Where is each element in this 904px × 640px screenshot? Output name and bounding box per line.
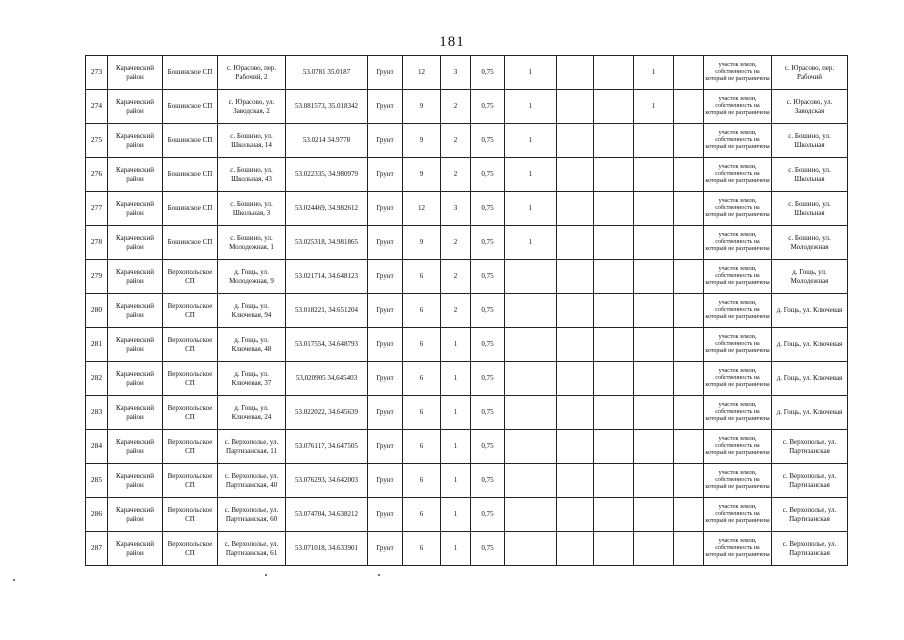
empty-cell — [674, 192, 704, 226]
empty-cell — [674, 328, 704, 362]
empty-cell — [557, 396, 594, 430]
table-row — [86, 124, 848, 158]
count-cell — [634, 430, 674, 464]
area-cell: 6 — [403, 464, 441, 498]
empty-cell — [674, 226, 704, 260]
container-volume-cell: 0,75 — [471, 362, 505, 396]
empty-cell — [557, 430, 594, 464]
scan-dot — [378, 574, 380, 576]
table-row — [86, 464, 848, 498]
container-volume-cell: 0,75 — [471, 396, 505, 430]
container-volume-cell: 0,75 — [471, 158, 505, 192]
row-number: 287 — [86, 532, 108, 566]
surface-cell: Грунт — [368, 158, 403, 192]
address-cell: д. Гощь, ул. Ключевая, 48 — [218, 328, 286, 362]
count-cell — [505, 430, 557, 464]
settlement-cell: Верхопольское СП — [163, 430, 218, 464]
container-volume-cell: 0,75 — [471, 56, 505, 90]
table-row — [86, 158, 848, 192]
surface-cell: Грунт — [368, 260, 403, 294]
empty-cell — [674, 532, 704, 566]
containers-count-cell: 2 — [441, 158, 471, 192]
containers-count-cell: 1 — [441, 396, 471, 430]
empty-cell — [674, 56, 704, 90]
coordinates-cell: 53.076117, 34.647505 — [286, 430, 368, 464]
area-cell: 6 — [403, 294, 441, 328]
empty-cell — [557, 328, 594, 362]
area-cell: 6 — [403, 532, 441, 566]
container-volume-cell: 0,75 — [471, 464, 505, 498]
surface-cell: Грунт — [368, 124, 403, 158]
surface-cell: Грунт — [368, 226, 403, 260]
owner-cell: участок земли, собственность на который не разграничена — [704, 532, 772, 566]
container-volume-cell: 0,75 — [471, 430, 505, 464]
surface-cell: Грунт — [368, 90, 403, 124]
containers-count-cell: 1 — [441, 532, 471, 566]
district-cell: Карачевский район — [108, 498, 163, 532]
district-cell: Карачевский район — [108, 464, 163, 498]
container-volume-cell: 0,75 — [471, 498, 505, 532]
containers-count-cell: 2 — [441, 124, 471, 158]
empty-cell — [557, 294, 594, 328]
row-number: 286 — [86, 498, 108, 532]
served-area-cell: с. Верхополье, ул. Партизанская — [772, 532, 848, 566]
count-cell — [634, 192, 674, 226]
coordinates-cell: 53.081573, 35.018342 — [286, 90, 368, 124]
settlement-cell: Бошинское СП — [163, 90, 218, 124]
count-cell — [634, 328, 674, 362]
empty-cell — [557, 192, 594, 226]
table-body — [86, 56, 848, 566]
coordinates-cell: 53.0781 35.0187 — [286, 56, 368, 90]
count-cell — [634, 396, 674, 430]
count-cell: 1 — [505, 226, 557, 260]
surface-cell: Грунт — [368, 362, 403, 396]
coordinates-cell: 53.022022, 34.645639 — [286, 396, 368, 430]
empty-cell — [557, 498, 594, 532]
empty-cell — [594, 192, 634, 226]
count-cell — [634, 532, 674, 566]
address-cell: д. Гощь, ул. Молодежная, 9 — [218, 260, 286, 294]
owner-cell: участок земли, собственность на который не разграничена — [704, 260, 772, 294]
containers-count-cell: 2 — [441, 294, 471, 328]
table-row — [86, 90, 848, 124]
served-area-cell: с. Бошино, ул. Школьная — [772, 124, 848, 158]
owner-cell: участок земли, собственность на который не разграничена — [704, 498, 772, 532]
count-cell — [634, 158, 674, 192]
row-number: 284 — [86, 430, 108, 464]
table-row — [86, 430, 848, 464]
district-cell: Карачевский район — [108, 124, 163, 158]
served-area-cell: д. Гощь, ул. Ключевая — [772, 362, 848, 396]
empty-cell — [594, 226, 634, 260]
owner-cell: участок земли, собственность на который не разграничена — [704, 464, 772, 498]
table-row — [86, 396, 848, 430]
address-cell: с. Верхополье, ул. Партизанская, 11 — [218, 430, 286, 464]
row-number: 283 — [86, 396, 108, 430]
area-cell: 6 — [403, 362, 441, 396]
coordinates-cell: 53.024469, 34.982612 — [286, 192, 368, 226]
owner-cell: участок земли, собственность на который не разграничена — [704, 396, 772, 430]
empty-cell — [594, 532, 634, 566]
address-cell: с. Верхополье, ул. Партизанская, 40 — [218, 464, 286, 498]
area-cell: 12 — [403, 192, 441, 226]
surface-cell: Грунт — [368, 430, 403, 464]
count-cell: 1 — [505, 124, 557, 158]
coordinates-cell: 53.076293, 34.642003 — [286, 464, 368, 498]
settlement-cell: Бошинское СП — [163, 192, 218, 226]
address-cell: с. Верхополье, ул. Партизанская, 60 — [218, 498, 286, 532]
coordinates-cell: 53.021714, 34.648123 — [286, 260, 368, 294]
served-area-cell: д. Гощь, ул. Ключевая — [772, 294, 848, 328]
row-number: 281 — [86, 328, 108, 362]
owner-cell: участок земли, собственность на который не разграничена — [704, 158, 772, 192]
empty-cell — [557, 90, 594, 124]
count-cell — [505, 294, 557, 328]
row-number: 274 — [86, 90, 108, 124]
district-cell: Карачевский район — [108, 56, 163, 90]
empty-cell — [594, 158, 634, 192]
coordinates-cell: 53.018221, 34.651204 — [286, 294, 368, 328]
table-row — [86, 226, 848, 260]
owner-cell: участок земли, собственность на который не разграничена — [704, 430, 772, 464]
settlement-cell: Бошинское СП — [163, 158, 218, 192]
page-number: 181 — [439, 34, 465, 50]
count-cell: 1 — [505, 192, 557, 226]
district-cell: Карачевский район — [108, 192, 163, 226]
owner-cell: участок земли, собственность на который не разграничена — [704, 192, 772, 226]
owner-cell: участок земли, собственность на который не разграничена — [704, 90, 772, 124]
owner-cell: участок земли, собственность на который не разграничена — [704, 226, 772, 260]
surface-cell: Грунт — [368, 192, 403, 226]
address-cell: с. Бошино, ул. Молодежная, 1 — [218, 226, 286, 260]
coordinates-cell: 53.025318, 34.981865 — [286, 226, 368, 260]
empty-cell — [557, 124, 594, 158]
scan-dot — [265, 574, 267, 576]
count-cell: 1 — [634, 56, 674, 90]
settlement-cell: Верхопольское СП — [163, 396, 218, 430]
settlement-cell: Бошинское СП — [163, 226, 218, 260]
settlement-cell: Верхопольское СП — [163, 362, 218, 396]
empty-cell — [594, 396, 634, 430]
empty-cell — [594, 294, 634, 328]
settlement-cell: Верхопольское СП — [163, 464, 218, 498]
empty-cell — [594, 56, 634, 90]
containers-count-cell: 3 — [441, 192, 471, 226]
table-row — [86, 362, 848, 396]
row-number: 277 — [86, 192, 108, 226]
count-cell: 1 — [505, 56, 557, 90]
served-area-cell: д. Гощь, ул. Молодежная — [772, 260, 848, 294]
coordinates-cell: 53.0214 34.9778 — [286, 124, 368, 158]
district-cell: Карачевский район — [108, 396, 163, 430]
containers-count-cell: 2 — [441, 226, 471, 260]
settlement-cell: Верхопольское СП — [163, 260, 218, 294]
address-cell: с. Бошино, ул. Школьная, 14 — [218, 124, 286, 158]
table-row — [86, 192, 848, 226]
row-number: 276 — [86, 158, 108, 192]
row-number: 275 — [86, 124, 108, 158]
district-cell: Карачевский район — [108, 226, 163, 260]
served-area-cell: с. Юрасово, ул. Заводская — [772, 90, 848, 124]
area-cell: 6 — [403, 430, 441, 464]
surface-cell: Грунт — [368, 464, 403, 498]
served-area-cell: с. Бошино, ул. Молодежная — [772, 226, 848, 260]
count-cell: 1 — [505, 158, 557, 192]
count-cell — [634, 294, 674, 328]
count-cell — [505, 464, 557, 498]
empty-cell — [557, 226, 594, 260]
empty-cell — [594, 328, 634, 362]
area-cell: 6 — [403, 328, 441, 362]
served-area-cell: с. Верхополье, ул. Партизанская — [772, 464, 848, 498]
served-area-cell: с. Юрасово, пер. Рабочий — [772, 56, 848, 90]
empty-cell — [674, 294, 704, 328]
empty-cell — [557, 56, 594, 90]
empty-cell — [594, 362, 634, 396]
containers-count-cell: 1 — [441, 328, 471, 362]
empty-cell — [594, 260, 634, 294]
area-cell: 9 — [403, 158, 441, 192]
count-cell — [505, 362, 557, 396]
surface-cell: Грунт — [368, 532, 403, 566]
owner-cell: участок земли, собственность на который не разграничена — [704, 294, 772, 328]
empty-cell — [557, 158, 594, 192]
empty-cell — [557, 260, 594, 294]
row-number: 282 — [86, 362, 108, 396]
empty-cell — [674, 260, 704, 294]
empty-cell — [557, 362, 594, 396]
empty-cell — [674, 124, 704, 158]
settlement-cell: Верхопольское СП — [163, 532, 218, 566]
surface-cell: Грунт — [368, 328, 403, 362]
containers-count-cell: 2 — [441, 260, 471, 294]
empty-cell — [557, 532, 594, 566]
district-cell: Карачевский район — [108, 294, 163, 328]
area-cell: 6 — [403, 260, 441, 294]
area-cell: 9 — [403, 124, 441, 158]
container-volume-cell: 0,75 — [471, 532, 505, 566]
empty-cell — [674, 158, 704, 192]
district-cell: Карачевский район — [108, 430, 163, 464]
settlement-cell: Бошинское СП — [163, 56, 218, 90]
count-cell — [634, 124, 674, 158]
table-row — [86, 498, 848, 532]
surface-cell: Грунт — [368, 396, 403, 430]
row-number: 280 — [86, 294, 108, 328]
district-cell: Карачевский район — [108, 158, 163, 192]
count-cell: 1 — [634, 90, 674, 124]
container-volume-cell: 0,75 — [471, 226, 505, 260]
served-area-cell: д. Гощь, ул. Ключевая — [772, 396, 848, 430]
served-area-cell: с. Верхополье, ул. Партизанская — [772, 430, 848, 464]
scan-dot — [13, 579, 15, 581]
district-cell: Карачевский район — [108, 362, 163, 396]
served-area-cell: с. Бошино, ул. Школьная — [772, 192, 848, 226]
empty-cell — [674, 464, 704, 498]
row-number: 273 — [86, 56, 108, 90]
area-cell: 6 — [403, 396, 441, 430]
containers-count-cell: 2 — [441, 90, 471, 124]
empty-cell — [674, 396, 704, 430]
table-row — [86, 328, 848, 362]
empty-cell — [557, 464, 594, 498]
container-volume-cell: 0,75 — [471, 90, 505, 124]
settlement-cell: Бошинское СП — [163, 124, 218, 158]
served-area-cell: с. Бошино, ул. Школьная — [772, 158, 848, 192]
area-cell: 9 — [403, 90, 441, 124]
row-number: 285 — [86, 464, 108, 498]
area-cell: 6 — [403, 498, 441, 532]
settlement-cell: Верхопольское СП — [163, 498, 218, 532]
count-cell — [505, 498, 557, 532]
address-cell: с. Бошино, ул. Школьная, 43 — [218, 158, 286, 192]
settlement-cell: Верхопольское СП — [163, 328, 218, 362]
row-number: 279 — [86, 260, 108, 294]
district-cell: Карачевский район — [108, 532, 163, 566]
empty-cell — [594, 124, 634, 158]
count-cell — [634, 498, 674, 532]
containers-count-cell: 1 — [441, 464, 471, 498]
empty-cell — [594, 498, 634, 532]
owner-cell: участок земли, собственность на который не разграничена — [704, 124, 772, 158]
area-cell: 9 — [403, 226, 441, 260]
empty-cell — [594, 430, 634, 464]
owner-cell: участок земли, собственность на который не разграничена — [704, 362, 772, 396]
row-number: 278 — [86, 226, 108, 260]
coordinates-cell: 53.074704, 34.638212 — [286, 498, 368, 532]
table-row — [86, 294, 848, 328]
count-cell — [505, 396, 557, 430]
containers-count-cell: 1 — [441, 362, 471, 396]
owner-cell: участок земли, собственность на который не разграничена — [704, 56, 772, 90]
empty-cell — [674, 498, 704, 532]
surface-cell: Грунт — [368, 56, 403, 90]
address-cell: д. Гощь, ул. Ключевая, 37 — [218, 362, 286, 396]
containers-count-cell: 1 — [441, 430, 471, 464]
count-cell — [634, 362, 674, 396]
coordinates-cell: 53.022335, 34.980979 — [286, 158, 368, 192]
district-cell: Карачевский район — [108, 260, 163, 294]
count-cell — [505, 328, 557, 362]
coordinates-cell: 53.017554, 34.648793 — [286, 328, 368, 362]
coordinates-cell: 53.071018, 34.633901 — [286, 532, 368, 566]
district-cell: Карачевский район — [108, 90, 163, 124]
surface-cell: Грунт — [368, 498, 403, 532]
empty-cell — [594, 464, 634, 498]
surface-cell: Грунт — [368, 294, 403, 328]
container-volume-cell: 0,75 — [471, 124, 505, 158]
container-volume-cell: 0,75 — [471, 294, 505, 328]
count-cell — [634, 464, 674, 498]
containers-count-cell: 1 — [441, 498, 471, 532]
container-volume-cell: 0,75 — [471, 192, 505, 226]
empty-cell — [674, 90, 704, 124]
waste-sites-table — [85, 55, 848, 566]
served-area-cell: д. Гощь, ул. Ключевая — [772, 328, 848, 362]
served-area-cell: с. Верхополье, ул. Партизанская — [772, 498, 848, 532]
table-row — [86, 56, 848, 90]
address-cell: д. Гощь, ул. Ключевая, 24 — [218, 396, 286, 430]
count-cell — [634, 226, 674, 260]
table-row — [86, 260, 848, 294]
address-cell: с. Юрасово, пер. Рабочий, 2 — [218, 56, 286, 90]
count-cell — [505, 260, 557, 294]
address-cell: с. Юрасово, ул. Заводская, 2 — [218, 90, 286, 124]
count-cell — [505, 532, 557, 566]
empty-cell — [674, 362, 704, 396]
count-cell — [634, 260, 674, 294]
coordinates-cell: 53,020905 34,645403 — [286, 362, 368, 396]
address-cell: д. Гощь, ул. Ключевая, 94 — [218, 294, 286, 328]
container-volume-cell: 0,75 — [471, 328, 505, 362]
settlement-cell: Верхопольское СП — [163, 294, 218, 328]
address-cell: с. Верхополье, ул. Партизанская, 61 — [218, 532, 286, 566]
table-row — [86, 532, 848, 566]
owner-cell: участок земли, собственность на который не разграничена — [704, 328, 772, 362]
containers-count-cell: 3 — [441, 56, 471, 90]
area-cell: 12 — [403, 56, 441, 90]
empty-cell — [674, 430, 704, 464]
count-cell: 1 — [505, 90, 557, 124]
district-cell: Карачевский район — [108, 328, 163, 362]
address-cell: с. Бошино, ул. Школьная, 3 — [218, 192, 286, 226]
container-volume-cell: 0,75 — [471, 260, 505, 294]
empty-cell — [594, 90, 634, 124]
